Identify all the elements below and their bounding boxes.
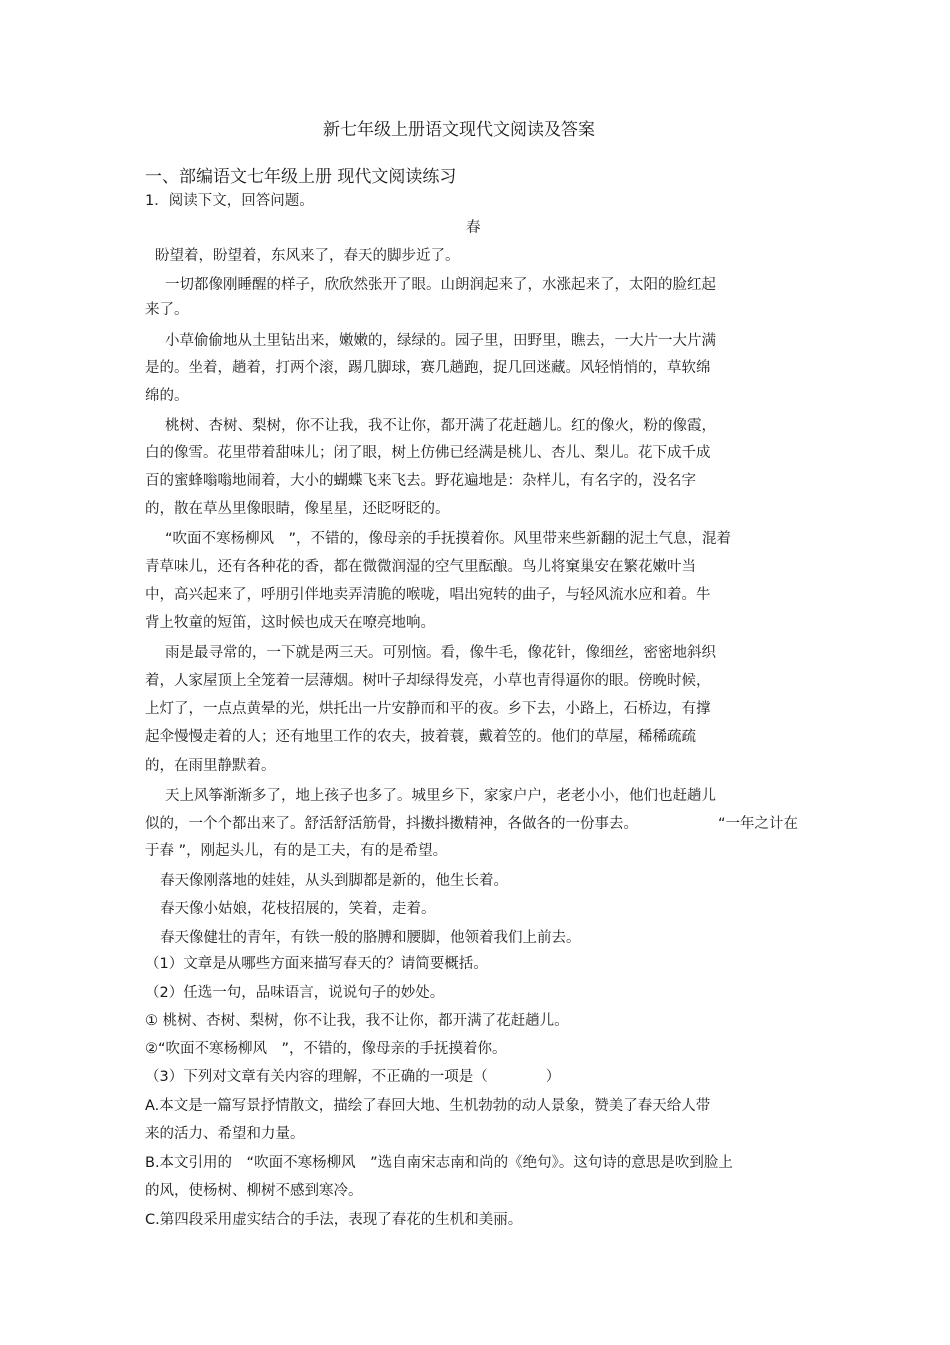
question-2: （2）任选一句，品味语言，说说句子的妙处。 xyxy=(145,985,445,1001)
question-3: （3）下列对文章有关内容的理解，不正确的一项是（ ） xyxy=(145,1069,561,1085)
sentence-option-1: ① 桃树、杏树、梨树，你不让我，我不让你，都开满了花赶趟儿。 xyxy=(145,1013,569,1029)
essay-line: 盼望着，盼望着，东风来了，春天的脚步近了。 xyxy=(155,248,460,264)
essay-line: 春天像健壮的青年，有铁一般的胳膊和腰脚，他领着我们上前去。 xyxy=(160,930,581,946)
essay-line: 小草偷偷地从土里钻出来，嫩嫩的，绿绿的。园子里，田野里，瞧去，一大片一大片满 xyxy=(165,333,716,349)
essay-line: 春天像小姑娘，花枝招展的，笑着，走着。 xyxy=(160,901,436,917)
question-intro: 1．阅读下文，回答问题。 xyxy=(145,193,314,209)
essay-line: 中，高兴起来了，呼朋引伴地卖弄清脆的喉咙，唱出宛转的曲子，与轻风流水应和着。牛 xyxy=(145,587,711,603)
essay-line: 的，在雨里静默着。 xyxy=(145,758,276,774)
sentence-option-2: ②“吹面不寒杨柳风 ”，不错的，像母亲的手抚摸着你。 xyxy=(145,1041,507,1057)
choice-b-cont: 的风，使杨树、柳树不感到寒冷。 xyxy=(145,1183,363,1199)
essay-line: 一切都像刚睡醒的样子，欣欣然张开了眼。山朗润起来了，水涨起来了，太阳的脸红起 xyxy=(165,277,716,293)
question-1: （1）文章是从哪些方面来描写春天的？请简要概括。 xyxy=(145,956,488,972)
essay-title: 春 xyxy=(466,220,481,236)
essay-line: 似的，一个个都出来了。舒活舒活筋骨，抖擞抖擞精神，各做各的一份事去。 xyxy=(145,816,638,832)
essay-line: 春天像刚落地的娃娃，从头到脚都是新的，他生长着。 xyxy=(160,873,508,889)
essay-line: 来了。 xyxy=(145,302,189,318)
choice-b: B.本文引用的 “吹面不寒杨柳风 ”选自南宋志南和尚的《绝句》。这句诗的意思是吹到脸上 xyxy=(145,1155,733,1171)
essay-line: 白的像雪。花里带着甜味儿；闭了眼，树上仿佛已经满是桃儿、杏儿、梨儿。花下成千成 xyxy=(145,445,711,461)
essay-line: 青草味儿，还有各种花的香，都在微微润湿的空气里酝酿。鸟儿将窠巢安在繁花嫩叶当 xyxy=(145,559,696,575)
choice-a-cont: 来的活力、希望和力量。 xyxy=(145,1126,305,1142)
essay-line: 雨是最寻常的，一下就是两三天。可别恼。看，像牛毛，像花针，像细丝，密密地斜织 xyxy=(165,645,716,661)
essay-line: 桃树、杏树、梨树，你不让我，我不让你，都开满了花赶趟儿。红的像火，粉的像霞， xyxy=(165,418,716,434)
essay-line: 上灯了，一点点黄晕的光，烘托出一片安静而和平的夜。乡下去，小路上，石桥边，有撑 xyxy=(145,701,711,717)
essay-line: “一年之计在 xyxy=(718,816,799,832)
essay-line: 着，人家屋顶上全笼着一层薄烟。树叶子却绿得发亮，小草也青得逼你的眼。傍晚时候， xyxy=(145,673,711,689)
essay-line: 起伞慢慢走着的人；还有地里工作的农夫，披着蓑，戴着笠的。他们的草屋，稀稀疏疏 xyxy=(145,729,696,745)
essay-line: “吹面不寒杨柳风 ”，不错的，像母亲的手抚摸着你。风里带来些新翻的泥土气息，混着 xyxy=(165,531,732,547)
document-title: 新七年级上册语文现代文阅读及答案 xyxy=(323,120,595,140)
choice-a: A.本文是一篇写景抒情散文，描绘了春回大地、生机勃勃的动人景象，赞美了春天给人带 xyxy=(145,1098,711,1114)
essay-line: 背上牧童的短笛，这时候也成天在嘹亮地响。 xyxy=(145,615,435,631)
essay-line: 的，散在草丛里像眼睛，像星星，还眨呀眨的。 xyxy=(145,501,450,517)
section-heading: 一、部编语文七年级上册 现代文阅读练习 xyxy=(145,167,457,187)
essay-line: 百的蜜蜂嗡嗡地闹着，大小的蝴蝶飞来飞去。野花遍地是：杂样儿，有名字的，没名字 xyxy=(145,473,696,489)
essay-line: 是的。坐着，趟着，打两个滚，踢几脚球，赛几趟跑，捉几回迷藏。风轻悄悄的，草软绵 xyxy=(145,360,711,376)
essay-line: 于春 ”，刚起头儿，有的是工夫，有的是希望。 xyxy=(145,843,448,859)
choice-c: C.第四段采用虚实结合的手法，表现了春花的生机和美丽。 xyxy=(145,1212,523,1228)
essay-line: 绵的。 xyxy=(145,388,189,404)
essay-line: 天上风筝渐渐多了，地上孩子也多了。城里乡下，家家户户，老老小小，他们也赶趟儿 xyxy=(165,788,716,804)
